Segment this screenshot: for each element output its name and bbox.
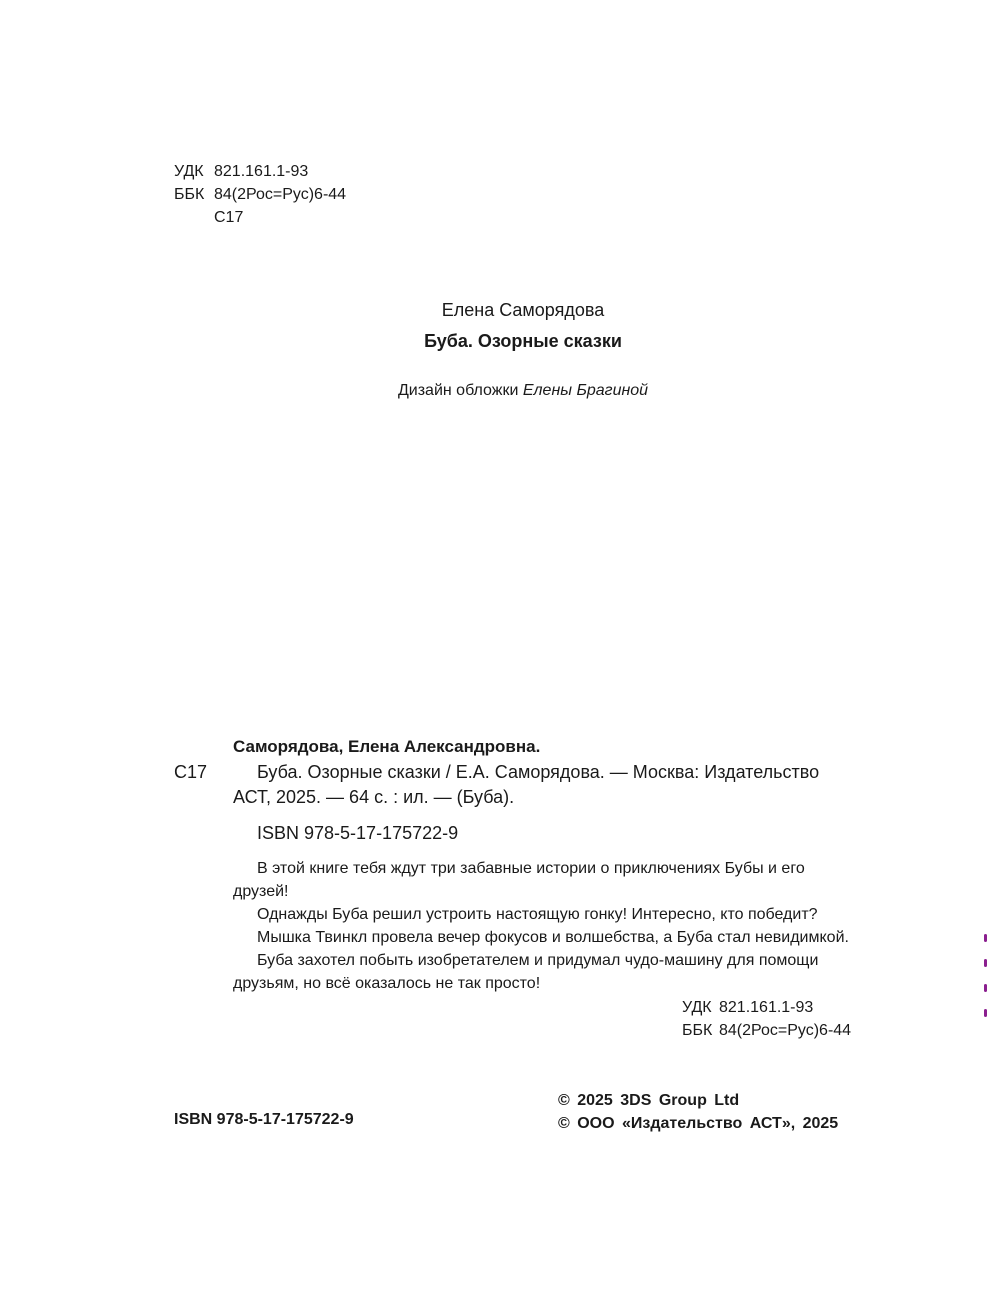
catalog-description-line-2: АСТ, 2025. — 64 с. : ил. — (Буба). — [233, 787, 515, 807]
top-bbk-row — [174, 183, 346, 206]
catalog-bbk-label: ББК — [682, 1022, 713, 1039]
catalog-udk-row — [682, 996, 851, 1019]
annotation-line: Мышка Твинкл провела вечер фокусов и волшебства, а Буба стал невидимкой. — [257, 929, 849, 946]
book-title: Буба. Озорные сказки — [424, 331, 622, 351]
catalog-bbk-row — [682, 1019, 851, 1042]
annotation-line: В этой книге тебя ждут три забавные истории о приключениях Бубы и его — [257, 860, 805, 877]
book-author: Елена Саморядова — [441, 300, 605, 320]
top-udk-label: УДК — [174, 163, 204, 180]
top-author-sign: С17 — [214, 209, 244, 226]
catalog-description-line-1: Буба. Озорные сказки / Е.А. Саморядова. — Москва: Издательство — [257, 762, 820, 782]
top-bbk-label: ББК — [174, 186, 205, 203]
catalog-udk-value: 821.161.1-93 — [719, 999, 814, 1016]
catalog-heading: Саморядова, Елена Александровна. — [233, 737, 541, 756]
top-classification-codes — [174, 160, 346, 229]
top-bbk-value: 84(2Рос=Рус)6-44 — [214, 186, 347, 203]
copyright-block — [558, 1089, 838, 1135]
design-prefix: Дизайн обложки — [397, 382, 519, 399]
top-udk-value: 821.161.1-93 — [214, 163, 309, 180]
annotation-line: друзьям, но всё оказалось не так просто! — [233, 975, 541, 992]
catalog-isbn: ISBN 978-5-17-175722-9 — [257, 823, 459, 843]
copyright-line-2: © ООО «Издательство АСТ», 2025 — [558, 1115, 839, 1132]
annotation-line: Буба захотел побыть изобретателем и придумал чудо-машину для помощи — [257, 952, 819, 969]
design-name: Елены Брагиной — [522, 382, 649, 399]
top-udk-row — [174, 160, 346, 183]
annotation-line: Однажды Буба решил устроить настоящую гонку! Интересно, кто победит? — [257, 906, 818, 923]
annotation-line: друзей! — [233, 883, 289, 900]
catalog-udk-label: УДК — [682, 999, 712, 1016]
top-author-sign-row — [174, 206, 346, 229]
cover-design-credit — [0, 382, 987, 400]
catalog-bbk-value: 84(2Рос=Рус)6-44 — [719, 1022, 852, 1039]
copyright-line-1: © 2025 3DS Group Ltd — [558, 1092, 740, 1109]
catalog-classification-codes — [682, 996, 851, 1042]
catalog-author-sign: С17 — [174, 762, 208, 782]
footer-isbn: ISBN 978-5-17-175722-9 — [174, 1111, 354, 1128]
